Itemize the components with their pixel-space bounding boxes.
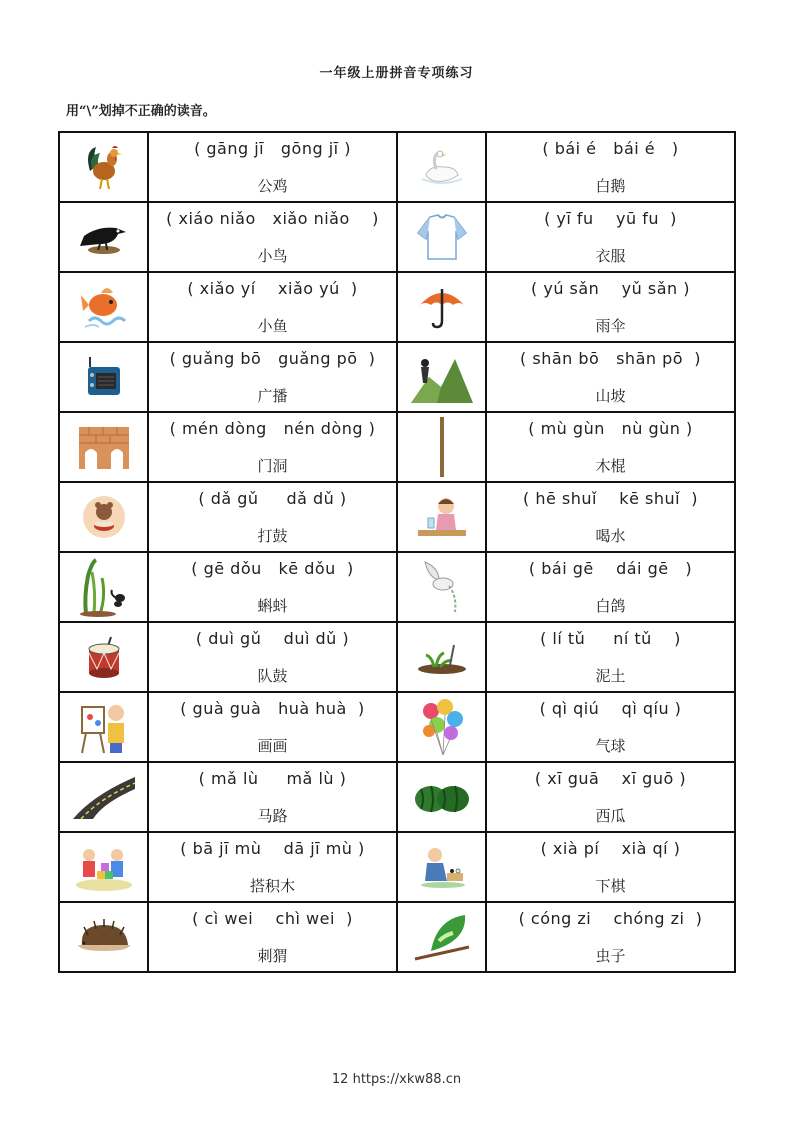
left-picture-cell xyxy=(59,832,148,902)
left-picture-cell xyxy=(59,272,148,342)
left-answer-cell[interactable] xyxy=(148,412,397,482)
road-icon xyxy=(60,775,147,819)
table-row xyxy=(59,552,735,622)
right-answer-cell[interactable] xyxy=(486,762,735,832)
right-picture-cell xyxy=(397,482,486,552)
dove-icon xyxy=(398,556,485,618)
pinyin-options[interactable]: ( dǎ gǔ dǎ dǔ ) xyxy=(198,488,347,508)
pinyin-options[interactable]: ( bái gē dái gē ) xyxy=(528,558,693,578)
right-answer-cell[interactable] xyxy=(486,552,735,622)
table-row xyxy=(59,342,735,412)
pinyin-options[interactable]: ( cóng zi chóng zi ) xyxy=(518,908,703,928)
right-picture-cell xyxy=(397,132,486,202)
left-answer-cell[interactable] xyxy=(148,622,397,692)
pinyin-options[interactable]: ( yú sǎn yǔ sǎn ) xyxy=(531,278,690,298)
table-row xyxy=(59,482,735,552)
right-picture-cell xyxy=(397,412,486,482)
table-row xyxy=(59,832,735,902)
pinyin-options[interactable]: ( gāng jī gōng jī ) xyxy=(194,138,351,158)
pinyin-options[interactable]: ( guǎng bō guǎng pō ) xyxy=(169,348,376,368)
left-picture-cell xyxy=(59,692,148,762)
right-picture-cell xyxy=(397,692,486,762)
drummer-bear-icon xyxy=(60,494,147,540)
left-picture-cell xyxy=(59,132,148,202)
hanzi-word: 衣服 xyxy=(595,246,626,265)
hanzi-word: 蝌蚪 xyxy=(257,596,288,615)
pinyin-options[interactable]: ( guà guà huà huà ) xyxy=(180,698,365,718)
hanzi-word: 白鸽 xyxy=(595,596,626,615)
hanzi-word: 队鼓 xyxy=(257,666,288,685)
hanzi-word: 画画 xyxy=(257,736,288,755)
right-answer-cell[interactable] xyxy=(486,202,735,272)
right-picture-cell xyxy=(397,762,486,832)
left-answer-cell[interactable] xyxy=(148,202,397,272)
right-answer-cell[interactable] xyxy=(486,132,735,202)
pinyin-options[interactable]: ( xiǎo yí xiǎo yú ) xyxy=(187,278,358,298)
table-row xyxy=(59,272,735,342)
radio-icon xyxy=(60,355,147,399)
right-answer-cell[interactable] xyxy=(486,692,735,762)
tadpole-icon xyxy=(60,556,147,618)
left-answer-cell[interactable] xyxy=(148,132,397,202)
painting-child-icon xyxy=(60,697,147,757)
hanzi-word: 西瓜 xyxy=(595,806,626,825)
left-picture-cell xyxy=(59,762,148,832)
balloons-icon xyxy=(398,695,485,759)
pinyin-options[interactable]: ( shān bō shān pō ) xyxy=(520,348,701,368)
table-row xyxy=(59,762,735,832)
rooster-icon xyxy=(60,141,147,193)
hanzi-word: 泥土 xyxy=(595,666,626,685)
table-row xyxy=(59,202,735,272)
pinyin-options[interactable]: ( bā jī mù dā jī mù ) xyxy=(180,838,365,858)
right-answer-cell[interactable] xyxy=(486,622,735,692)
hanzi-word: 木棍 xyxy=(595,456,626,475)
hanzi-word: 公鸡 xyxy=(257,176,288,195)
right-picture-cell xyxy=(397,622,486,692)
shirt-icon xyxy=(398,211,485,263)
pinyin-options[interactable]: ( hē shuǐ kē shuǐ ) xyxy=(523,488,698,508)
hanzi-word: 打鼓 xyxy=(257,526,288,545)
instruction: 用“\”划掉不正确的读音。 xyxy=(66,104,216,119)
left-answer-cell[interactable] xyxy=(148,342,397,412)
left-answer-cell[interactable] xyxy=(148,832,397,902)
left-picture-cell xyxy=(59,202,148,272)
table-row xyxy=(59,132,735,202)
pinyin-options[interactable]: ( xià pí xià qí ) xyxy=(540,838,681,858)
hanzi-word: 气球 xyxy=(595,736,626,755)
hanzi-word: 马路 xyxy=(257,806,288,825)
right-answer-cell[interactable] xyxy=(486,272,735,342)
stick-icon xyxy=(398,415,485,479)
left-answer-cell[interactable] xyxy=(148,902,397,972)
left-answer-cell[interactable] xyxy=(148,552,397,622)
right-answer-cell[interactable] xyxy=(486,342,735,412)
page-footer: 12 https://xkw88.cn xyxy=(331,1072,462,1087)
drum-icon xyxy=(60,635,147,679)
pinyin-options[interactable]: ( mén dòng nén dòng ) xyxy=(169,418,376,438)
drinking-child-icon xyxy=(398,494,485,540)
table-row xyxy=(59,412,735,482)
hanzi-word: 雨伞 xyxy=(595,316,626,335)
left-picture-cell xyxy=(59,552,148,622)
hanzi-word: 白鹅 xyxy=(595,176,626,195)
goldfish-icon xyxy=(60,281,147,333)
pinyin-options[interactable]: ( cì wei chì wei ) xyxy=(192,908,353,928)
watermelon-icon xyxy=(398,777,485,817)
crow-icon xyxy=(60,216,147,258)
left-picture-cell xyxy=(59,342,148,412)
hanzi-word: 小鱼 xyxy=(257,316,288,335)
caterpillar-leaf-icon xyxy=(398,911,485,963)
chess-player-icon xyxy=(398,843,485,891)
right-answer-cell[interactable] xyxy=(486,412,735,482)
table-row xyxy=(59,902,735,972)
hanzi-word: 刺猬 xyxy=(257,946,288,965)
page-title: 一年级上册拼音专项练习 xyxy=(319,66,474,81)
hanzi-word: 广播 xyxy=(257,386,288,405)
right-answer-cell[interactable] xyxy=(486,902,735,972)
right-picture-cell xyxy=(397,272,486,342)
pinyin-options[interactable]: ( yī fu yū fu ) xyxy=(544,208,677,228)
hanzi-word: 小鸟 xyxy=(257,246,288,265)
right-answer-cell[interactable] xyxy=(486,482,735,552)
pinyin-options[interactable]: ( lí tǔ ní tǔ ) xyxy=(540,628,681,648)
right-picture-cell xyxy=(397,902,486,972)
pinyin-options[interactable]: ( mù gùn nù gùn ) xyxy=(528,418,693,438)
right-answer-cell[interactable] xyxy=(486,832,735,902)
right-picture-cell xyxy=(397,832,486,902)
left-answer-cell[interactable] xyxy=(148,692,397,762)
left-picture-cell xyxy=(59,622,148,692)
pinyin-options[interactable]: ( gē dǒu kē dǒu ) xyxy=(191,558,354,578)
right-picture-cell xyxy=(397,552,486,622)
pinyin-exercise-table xyxy=(58,131,736,973)
hill-icon xyxy=(398,351,485,403)
left-answer-cell[interactable] xyxy=(148,272,397,342)
pinyin-options[interactable]: ( bái é bái é ) xyxy=(542,138,679,158)
table-row xyxy=(59,692,735,762)
pinyin-options[interactable]: ( xiáo niǎo xiǎo niǎo ) xyxy=(166,208,379,228)
pinyin-options[interactable]: ( duì gǔ duì dǔ ) xyxy=(195,628,350,648)
umbrella-icon xyxy=(398,283,485,331)
hanzi-word: 喝水 xyxy=(595,526,626,545)
right-picture-cell xyxy=(397,342,486,412)
left-picture-cell xyxy=(59,902,148,972)
pinyin-options[interactable]: ( qì qiú qì qíu ) xyxy=(539,698,682,718)
pinyin-options[interactable]: ( xī guā xī guō ) xyxy=(534,768,687,788)
hanzi-word: 搭积木 xyxy=(249,876,295,895)
left-picture-cell xyxy=(59,412,148,482)
hanzi-word: 虫子 xyxy=(595,946,626,965)
hanzi-word: 山坡 xyxy=(595,386,626,405)
arch-wall-icon xyxy=(60,423,147,471)
left-picture-cell xyxy=(59,482,148,552)
hedgehog-icon xyxy=(60,917,147,957)
goose-icon xyxy=(398,147,485,187)
hanzi-word: 门洞 xyxy=(257,456,288,475)
left-answer-cell[interactable] xyxy=(148,762,397,832)
table-row xyxy=(59,622,735,692)
hanzi-word: 下棋 xyxy=(595,876,626,895)
right-picture-cell xyxy=(397,202,486,272)
soil-icon xyxy=(398,637,485,677)
left-answer-cell[interactable] xyxy=(148,482,397,552)
pinyin-options[interactable]: ( mǎ lù mǎ lù ) xyxy=(198,768,347,788)
building-blocks-icon xyxy=(60,841,147,893)
